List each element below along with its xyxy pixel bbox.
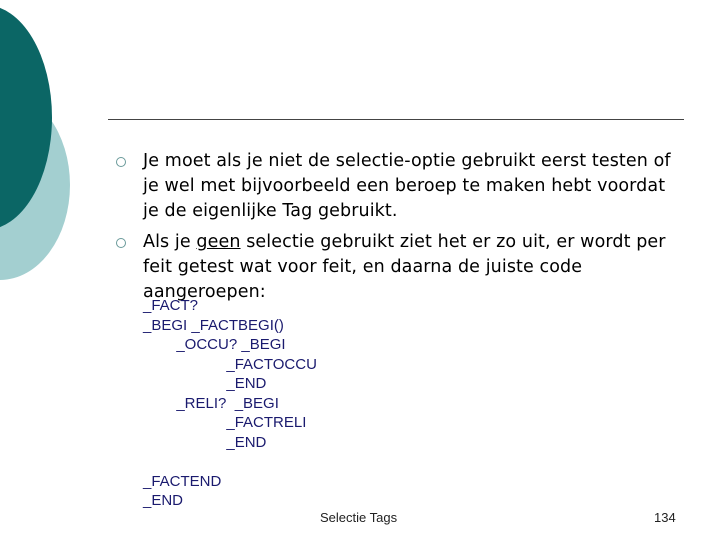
title-divider [108,119,684,120]
bullet-circle-icon [116,238,126,248]
code-line: _END [143,433,267,451]
code-line: _FACT? [143,297,199,314]
bullet-text-after: selectie gebruikt ziet het er zo uit, er wordt per feit getest wat voor feit, en daarna de juiste code aangeroepen: [143,232,666,302]
bullet-item [116,149,676,224]
bullet-text: Je moet als je niet de selectie-optie gebruikt eerst testen of je wel met bijvoorbeeld een beroep te maken hebt voordat je de eigenlijke Tag gebruikt. [143,151,671,221]
code-line: _RELI? _BEGI [143,394,279,412]
code-line: _BEGI _FACTBEGI() [143,316,284,334]
code-line: _END [143,492,184,509]
code-line: _FACTEND [143,472,222,490]
code-line: _OCCU? _BEGI [143,336,286,353]
code-line: _FACTRELI [143,414,307,431]
code-block [143,296,317,511]
bullet-text-before: Als je [143,232,197,252]
bullet-circle-icon [116,157,126,167]
footer-title: Selectie Tags [320,510,398,525]
bullet-underlined-word: geen [196,232,241,252]
code-line: _END [143,375,267,392]
bullet-item [116,230,676,305]
code-line [143,452,317,472]
code-line: _FACTOCCU [143,355,317,373]
page-number: 134 [654,510,676,525]
bullet-list [116,149,676,311]
